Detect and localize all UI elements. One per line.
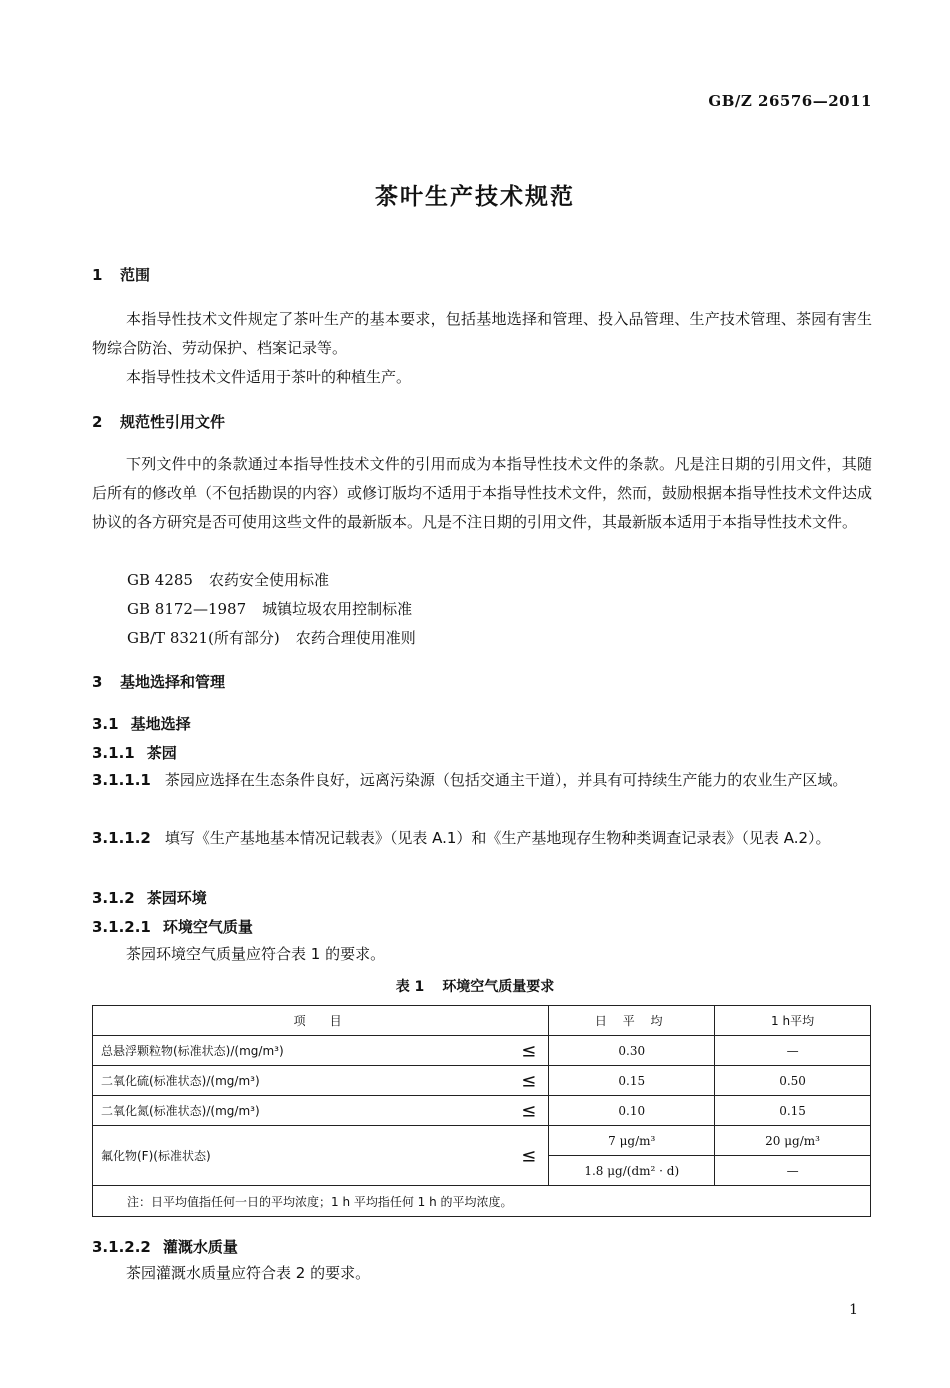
page-number: 1 bbox=[849, 1302, 858, 1318]
daily-cell: 7 μg/m³ bbox=[549, 1126, 715, 1156]
clause-title: 灌溉水质量 bbox=[162, 1238, 238, 1256]
clause-title: 基地选择 bbox=[130, 715, 191, 733]
section-title: 规范性引用文件 bbox=[120, 413, 226, 431]
hourly-cell: 20 μg/m³ bbox=[715, 1126, 871, 1156]
clause-3-1-1-heading bbox=[92, 742, 177, 763]
table-row bbox=[93, 1066, 871, 1096]
clause-title: 环境空气质量 bbox=[162, 918, 253, 936]
column-header: 1 h平均 bbox=[715, 1006, 871, 1036]
table-label: 表 1 bbox=[395, 979, 425, 995]
reference-name: 农药安全使用标准 bbox=[208, 571, 329, 589]
table-row bbox=[93, 1036, 871, 1066]
hourly-cell: 0.15 bbox=[715, 1096, 871, 1126]
section-3-heading bbox=[92, 671, 225, 692]
le-symbol: ≤ bbox=[521, 1145, 537, 1166]
daily-cell: 1.8 μg/(dm² · d) bbox=[549, 1156, 715, 1186]
clause-number: 3.1.2.2 bbox=[92, 1238, 151, 1256]
normative-reference bbox=[127, 627, 416, 648]
daily-cell: 0.15 bbox=[549, 1066, 715, 1096]
hourly-cell: — bbox=[715, 1156, 871, 1186]
section-1-heading bbox=[92, 264, 150, 285]
column-header: 日 平 均 bbox=[549, 1006, 715, 1036]
section-1-paragraph-2: 本指导性技术文件适用于茶叶的种植生产。 bbox=[126, 368, 412, 386]
table-note: 注：日平均值指任何一日的平均浓度；1 h 平均指任何 1 h 的平均浓度。 bbox=[93, 1186, 871, 1217]
reference-name: 城镇垃圾农用控制标准 bbox=[262, 600, 413, 618]
table-row bbox=[93, 1096, 871, 1126]
section-2-heading bbox=[92, 411, 225, 432]
table-row bbox=[93, 1126, 871, 1156]
item-cell: 总悬浮颗粒物(标准状态)/(mg/m³) ≤ bbox=[93, 1036, 549, 1066]
item-cell: 二氧化氮(标准状态)/(mg/m³) ≤ bbox=[93, 1096, 549, 1126]
air-quality-table bbox=[92, 1005, 871, 1217]
table-1-caption bbox=[0, 976, 950, 996]
item-cell: 二氧化硫(标准状态)/(mg/m³) ≤ bbox=[93, 1066, 549, 1096]
daily-cell: 0.30 bbox=[549, 1036, 715, 1066]
reference-code: GB 4285 bbox=[127, 571, 193, 589]
column-header: 项 目 bbox=[93, 1006, 549, 1036]
clause-3-1-1-2 bbox=[92, 824, 872, 853]
le-symbol: ≤ bbox=[521, 1040, 537, 1061]
table-title: 环境空气质量要求 bbox=[442, 979, 555, 995]
clause-3-1-2-2-text: 茶园灌溉水质量应符合表 2 的要求。 bbox=[126, 1264, 371, 1282]
standard-code: GB/Z 26576—2011 bbox=[708, 92, 872, 110]
clause-number: 3.1.2 bbox=[92, 889, 135, 907]
section-1-paragraph-1: 本指导性技术文件规定了茶叶生产的基本要求，包括基地选择和管理、投入品管理、生产技术管理、茶园有害生物综合防治、劳动保护、档案记录等。 bbox=[92, 310, 872, 357]
section-number: 3 bbox=[92, 673, 103, 691]
section-title: 范围 bbox=[120, 266, 151, 284]
reference-name: 农药合理使用准则 bbox=[295, 629, 416, 647]
section-title: 基地选择和管理 bbox=[120, 673, 226, 691]
clause-title: 茶园环境 bbox=[146, 889, 207, 907]
le-symbol: ≤ bbox=[521, 1100, 537, 1121]
le-symbol: ≤ bbox=[521, 1070, 537, 1091]
clause-number: 3.1.2.1 bbox=[92, 918, 151, 936]
reference-code: GB/T 8321(所有部分) bbox=[127, 629, 280, 647]
clause-text: 填写《生产基地基本情况记载表》（见表 A.1）和《生产基地现存生物种类调查记录表》（见表 A.2）。 bbox=[164, 829, 831, 847]
clause-3-1-2-1-heading bbox=[92, 916, 253, 937]
clause-3-1-2-2-heading bbox=[92, 1236, 238, 1257]
clause-number: 3.1.1.2 bbox=[92, 829, 151, 847]
reference-code: GB 8172—1987 bbox=[127, 600, 247, 618]
section-2-paragraph-1: 下列文件中的条款通过本指导性技术文件的引用而成为本指导性技术文件的条款。凡是注日期的引用文件，其随后所有的修改单（不包括勘误的内容）或修订版均不适用于本指导性技术文件，然而，鼓励根据本指导性技术文件达成协议的各方研究是否可使用这些文件的最新版本。凡是不注日期的引用文件，其最新版本适用于本指导性技术文件。 bbox=[92, 455, 873, 531]
document-title: 茶叶生产技术规范 bbox=[375, 184, 575, 210]
clause-3-1-1-1 bbox=[92, 766, 872, 795]
hourly-cell: — bbox=[715, 1036, 871, 1066]
clause-3-1-2-heading bbox=[92, 887, 207, 908]
hourly-cell: 0.50 bbox=[715, 1066, 871, 1096]
section-number: 1 bbox=[92, 266, 103, 284]
normative-reference bbox=[127, 598, 412, 619]
clause-number: 3.1.1.1 bbox=[92, 771, 151, 789]
daily-cell: 0.10 bbox=[549, 1096, 715, 1126]
clause-text: 茶园应选择在生态条件良好，远离污染源（包括交通主干道），并具有可持续生产能力的农业生产区域。 bbox=[164, 771, 848, 789]
clause-title: 茶园 bbox=[146, 744, 177, 762]
clause-number: 3.1.1 bbox=[92, 744, 135, 762]
table-header-row bbox=[93, 1006, 871, 1036]
clause-3-1-heading bbox=[92, 713, 191, 734]
clause-3-1-2-1-text: 茶园环境空气质量应符合表 1 的要求。 bbox=[126, 945, 386, 963]
table-note-row bbox=[93, 1186, 871, 1217]
clause-number: 3.1 bbox=[92, 715, 119, 733]
normative-reference bbox=[127, 569, 329, 590]
item-cell: 氟化物(F)(标准状态) ≤ bbox=[93, 1126, 549, 1186]
section-number: 2 bbox=[92, 413, 103, 431]
